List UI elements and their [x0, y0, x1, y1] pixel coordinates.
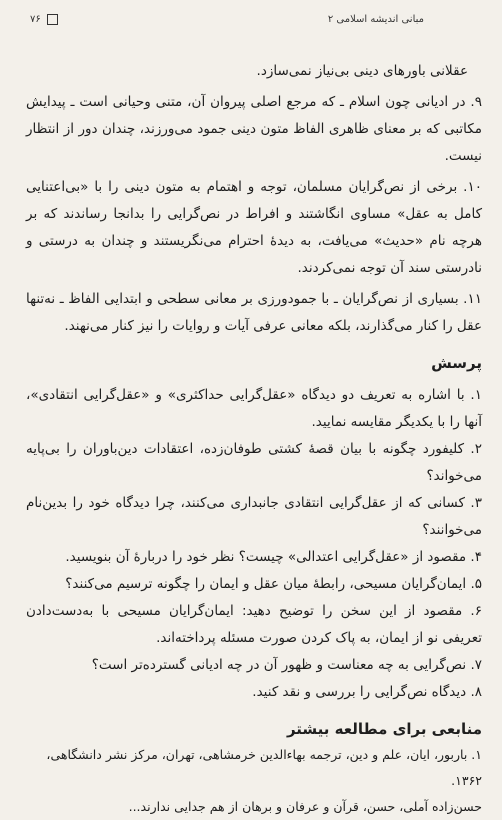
paragraph-11: ۱۱. بسیاری از نص‌گرایان ـ با جمودورزی بر معانی سطحی و ابتدایی الفاظ ـ نه‌تنها عقل را کنار می‌گذارند، بلکه معانی عرفی آیات و روایات را نیز کنار می‌نهند. [26, 291, 482, 334]
question-6: ۶. مقصود از این سخن را توضیح دهید: ایمان‌گرایان مسیحی با به‌دست‌دادن تعریفی نو از ایمان، به پاک کردن صورت مسئله پرداخته‌اند. [26, 603, 482, 646]
question-1: ۱. با اشاره به تعریف دو دیدگاه «عقل‌گرایی حداکثری» و «عقل‌گرایی انتقادی»، آنها را با یکدیگر مقایسه نمایید. [26, 387, 482, 430]
question-5: ۵. ایمان‌گرایان مسیحی، رابطهٔ میان عقل و ایمان را چگونه ترسیم می‌کنند؟ [65, 576, 482, 592]
question-4: ۴. مقصود از «عقل‌گرایی اعتدالی» چیست؟ نظر خود را دربارهٔ آن بنویسید. [65, 549, 482, 565]
questions-heading: پرسش [431, 354, 482, 372]
question-7: ۷. نص‌گرایی به چه معناست و ظهور آن در چه ادیانی گسترده‌تر است؟ [91, 657, 482, 673]
square-icon [47, 14, 58, 25]
page-body [26, 58, 482, 820]
book-title: مبانی اندیشه اسلامی ۲ [327, 13, 424, 25]
reference-2: حسن‌زاده آملی، حسن، قرآن و عرفان و برهان از هم جدایی ندارند... [128, 799, 482, 814]
page-header [30, 8, 424, 30]
reference-1: ۱. باربور، ایان، علم و دین، ترجمه بهاءالدین خرمشاهی، تهران، مرکز نشر دانشگاهی، ۱۳۶۲. [46, 747, 482, 788]
references-heading: منابعی برای مطالعه بیشتر [286, 720, 482, 738]
page-number-group [30, 14, 58, 25]
question-2: ۲. کلیفورد چگونه با بیان قصهٔ کشتی طوفان‌زده، اعتقادات دین‌باوران را بی‌پایه می‌خواند؟ [26, 441, 482, 484]
question-8: ۸. دیدگاه نص‌گرایی را بررسی و نقد کنید. [252, 684, 482, 700]
page-number: ۷۶ [30, 13, 41, 25]
paragraph-8-continued: عقلانی باورهای دینی بی‌نیاز نمی‌سازد. [256, 63, 468, 79]
paragraph-10: ۱۰. برخی از نص‌گرایان مسلمان، توجه و اهتمام به متون دینی را با «بی‌اعتنایی کامل به عقل» مساوی انگاشتند و افراط در نص‌گرایی را بدانجا رساندند که بر هرچه نام «حدیث» می‌یافت، به دیدهٔ احترام می‌نگریستند و چندان به درستی و نادرستی سند آن توجه نمی‌کردند. [26, 179, 482, 276]
question-3: ۳. کسانی که از عقل‌گرایی انتقادی جانبداری می‌کنند، چرا دیدگاه خود را بدین‌نام می‌خوانند؟ [26, 495, 482, 538]
paragraph-9: ۹. در ادیانی چون اسلام ـ که مرجع اصلی پیروان آن، متنی وحیانی است ـ پیدایش مکاتبی که بر معنای ظاهری الفاظ متون دینی جمود می‌ورزند، چندان دور از انتظار نیست. [26, 94, 482, 164]
